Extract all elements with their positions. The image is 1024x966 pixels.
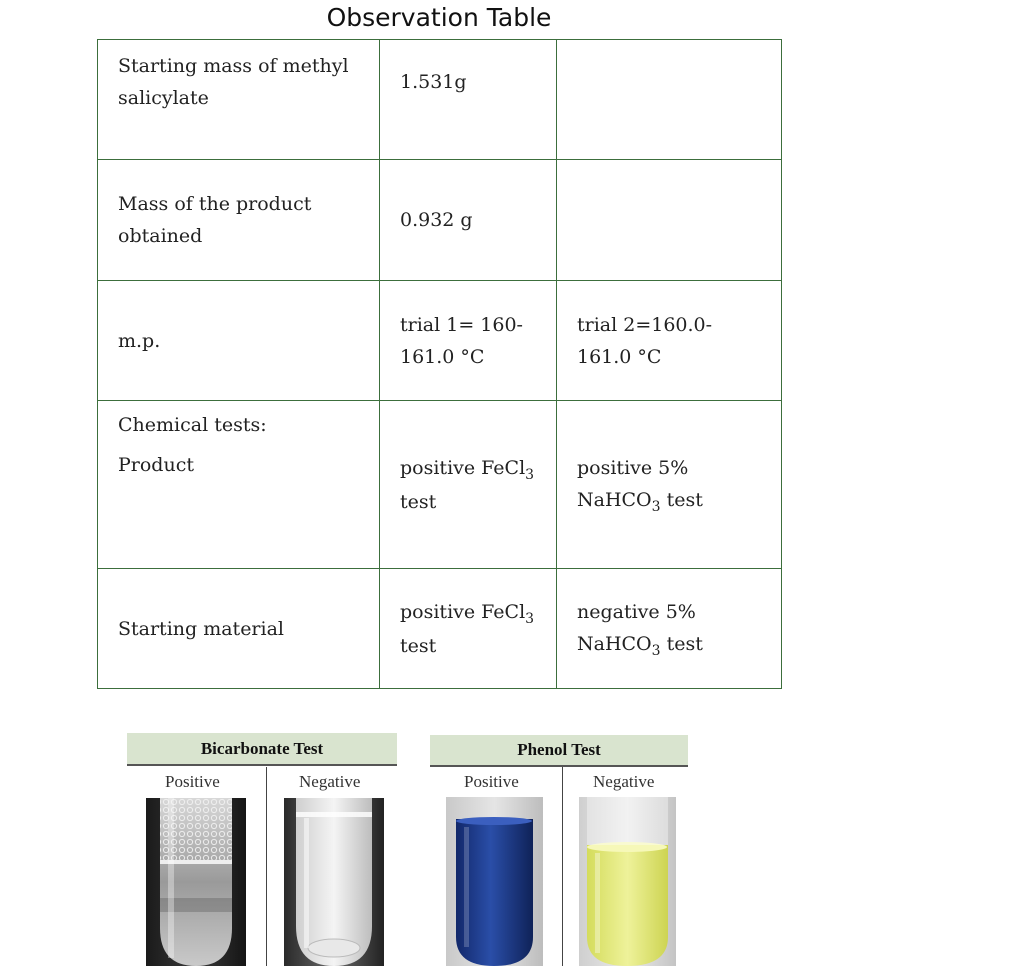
row-extra — [557, 401, 782, 569]
bicarbonate-test-title: Bicarbonate Test — [127, 733, 397, 766]
row-label: Mass of the product obtained — [98, 160, 380, 281]
bicarbonate-positive-photo — [146, 798, 246, 966]
row-value-text: test — [400, 634, 437, 657]
row-extra — [557, 569, 782, 689]
row-extra — [557, 160, 782, 281]
panel-divider — [266, 767, 267, 966]
row-extra-text: NaHCO — [577, 632, 652, 655]
row-value-text: test — [400, 490, 437, 513]
table-row — [98, 281, 782, 401]
subscript: 3 — [525, 610, 535, 627]
phenol-positive-photo — [446, 797, 543, 966]
row-extra-text: test — [660, 488, 703, 511]
row-extra — [557, 40, 782, 160]
bicarbonate-negative-label: Negative — [299, 772, 361, 791]
subscript: 3 — [651, 642, 661, 659]
row-label-line: Product — [118, 454, 194, 476]
row-label: Starting mass of methyl salicylate — [98, 40, 380, 160]
row-value-text: 1.531g — [400, 71, 467, 93]
subscript: 3 — [651, 498, 661, 515]
subscript: 3 — [525, 466, 535, 483]
row-label-line: Chemical tests: — [118, 414, 267, 436]
table-row — [98, 40, 782, 160]
table-row — [98, 160, 782, 281]
row-value — [380, 401, 557, 569]
phenol-test-panel — [430, 735, 688, 966]
row-extra: trial 2=160.0-161.0 °C — [557, 281, 782, 401]
page-title: Observation Table — [326, 3, 552, 32]
row-label — [98, 401, 380, 569]
row-extra-text: test — [660, 632, 703, 655]
row-value-text: positive FeCl — [400, 600, 526, 623]
phenol-test-title: Phenol Test — [430, 735, 688, 767]
row-value: trial 1= 160-161.0 °C — [380, 281, 557, 401]
row-label: Starting material — [98, 569, 380, 689]
row-value: 0.932 g — [380, 160, 557, 281]
phenol-negative-photo — [579, 797, 676, 966]
table-row — [98, 569, 782, 689]
bicarbonate-test-panel — [127, 733, 397, 966]
row-value — [380, 569, 557, 689]
row-extra-text: positive 5% — [577, 456, 689, 479]
row-extra-text: NaHCO — [577, 488, 652, 511]
bicarbonate-positive-label: Positive — [165, 772, 220, 791]
row-extra-text: negative 5% — [577, 600, 696, 623]
phenol-negative-label: Negative — [593, 772, 655, 791]
row-value — [380, 40, 557, 160]
row-label: m.p. — [98, 281, 380, 401]
panel-divider — [562, 767, 563, 966]
observation-table — [97, 39, 782, 689]
table-row — [98, 401, 782, 569]
row-value-text: positive FeCl — [400, 456, 526, 479]
bicarbonate-negative-photo — [284, 798, 384, 966]
phenol-positive-label: Positive — [464, 772, 519, 791]
